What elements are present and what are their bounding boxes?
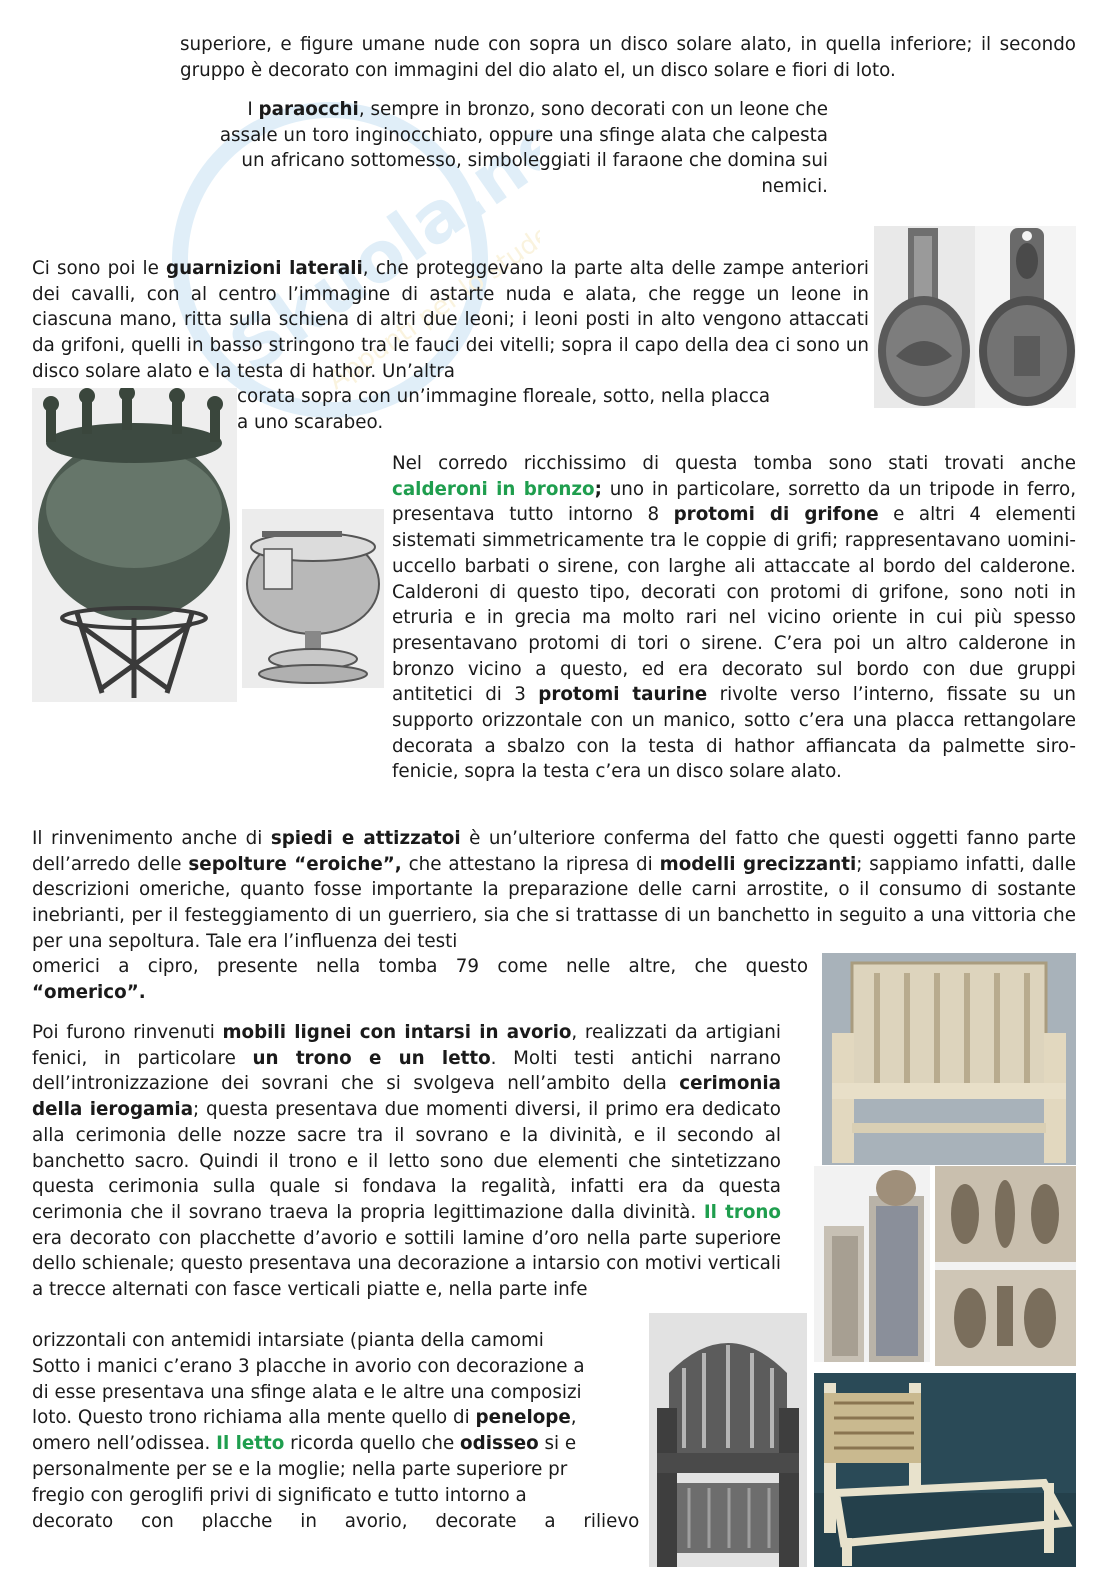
term-cerimonia-ierogamia: cerimonia della ierogamia [32, 1073, 781, 1121]
text: , [570, 1407, 577, 1428]
term-guarnizioni-laterali: guarnizioni laterali [166, 258, 363, 279]
text-line [32, 1380, 648, 1406]
text-line [32, 1328, 648, 1354]
term-spiedi-e-attizzatoi: spiedi e attizzatoi [270, 828, 461, 849]
term-odisseo: odisseo [460, 1433, 539, 1454]
text: , che proteggevano la parte alta delle zampe anteriori dei cavalli, con al centro l’immagine di astarte nuda e alata, che regge un leone in ciascuna mano, ritta sulla schiena di altri due leoni; i leoni posti in alto vengono attaccati da grifoni, quelli in basso stringono tra le fauci dei vitelli; sopra il capo della dea ci sono un disco solare alato e la testa di hathor. Un’altra [32, 258, 869, 382]
text: corata sopra con un’immagine floreale, sotto, nella placca [237, 386, 771, 407]
text: che attestano la ripresa di [401, 853, 660, 875]
term-trono-e-letto: un trono e un letto [252, 1047, 491, 1069]
text-block [32, 1020, 781, 1303]
image-dettaglio-trono [814, 1166, 930, 1362]
text-line [32, 980, 808, 1006]
term-modelli-grecizzanti: modelli grecizzanti [659, 853, 857, 875]
text: era decorato con placchette d’avorio e sottili lamine d’oro nella parte superiore dello schienale; questo presentava una decorazione a intarsio con motivi verticali a trecce alternati con fasce verticali piatte e, nella parte infe [32, 1227, 781, 1301]
text: di esse presentava una sfinge alata e le altre una composizi [32, 1382, 582, 1403]
text-block [32, 256, 869, 385]
term-protomi-taurine: protomi taurine [538, 684, 708, 706]
text-line [32, 1354, 648, 1380]
text: è un’ulteriore conferma del fatto che questi oggetti fanno parte dell’arredo delle [32, 828, 1077, 875]
image-trono-avorio [822, 953, 1076, 1165]
term-omerico: “omerico”. [32, 982, 146, 1003]
text: , sempre in bronzo, sono decorati con un leone che assale un toro inginocchiato, oppure una sfinge alata che calpesta un africano sottomesso, simboleggiati il faraone che domina sui nemici. [219, 99, 828, 198]
term-paraocchi: paraocchi [258, 99, 359, 120]
watermark-text: Skuola.net [214, 80, 540, 390]
image-placche-avorio [935, 1166, 1076, 1366]
text: a uno scarabeo. [237, 412, 384, 433]
image-letto-avorio [814, 1373, 1076, 1567]
text: , realizzati da artigiani fenici, in particolare [32, 1022, 781, 1069]
text-line [32, 954, 808, 980]
term-calderoni-in-bronzo: calderoni in bronzo [392, 478, 595, 500]
paragraph-finimenti [180, 32, 1076, 83]
text-line [32, 1405, 648, 1431]
text: uno in particolare, sorretto da un tripode in ferro, presentava tutto intorno 8 [392, 478, 1077, 526]
paragraph-calderoni [392, 451, 1076, 785]
text: Poi furono rinvenuti [32, 1022, 223, 1043]
term-sepolture-eroiche: sepolture “eroiche”, [188, 853, 402, 875]
text-line [32, 1509, 648, 1535]
text: Nel corredo ricchissimo di questa tomba sono stati trovati anche [392, 453, 1076, 474]
text: decorato con placche in avorio, decorate a rilievo [32, 1511, 640, 1532]
text: ; [594, 478, 602, 500]
text: . Molti testi antichi narrano dell’intronizzazione dei sovrani che si svolgeva nell’ambito della [32, 1047, 781, 1095]
text: orizzontali con antemidi intarsiate (pianta della camomi [32, 1330, 544, 1351]
text: ; sappiamo infatti, dalle descrizioni omeriche, quanto fosse importante la preparazione delle carni arrostite, o il consumo di sostante inebrianti, per il festeggiamento di un guerriero, sia che si trattasse di un banchetto in seguito a una vittoria che per una sepoltura. Tale era l’influenza dei testi [32, 853, 1077, 952]
text: personalmente per se e la moglie; nella parte superiore pr [32, 1459, 568, 1480]
term-penelope: penelope [475, 1407, 571, 1428]
text: omero nell’odissea. [32, 1433, 217, 1454]
text: loto. Questo trono richiama alla mente quello di [32, 1407, 476, 1428]
text: si e [538, 1433, 577, 1454]
image-trono-ligneo [649, 1313, 807, 1567]
term-il-letto: Il letto [216, 1433, 285, 1454]
text: e altri 4 elementi sistemati simmetricamente tra le coppie di grifi; rappresentavano uomini-uccello barbati o sirene, con larghe ali attaccate al bordo del calderone. Calderoni di questo tipo, decorati con protomi di grifone, sono noti in etruria e in grecia ma molto rari nel vicino oriente in cui più spesso presentavano protomi di tori o sirene. C’era poi un altro calderone in bronzo vicino a questo, ed era decorato sul bordo con due gruppi antitetici di 3 [392, 504, 1076, 706]
text-line [32, 1431, 648, 1457]
text: Sotto i manici c’erano 3 placche in avorio con decorazione a [32, 1356, 585, 1377]
text: omerici a cipro, presente nella tomba 79 come nelle altre, che questo [32, 956, 808, 977]
text: ; questa presentava due momenti diversi, il primo era dedicato alla cerimonia delle nozze sacre tra il sovrano e la divinità, e il secondo al banchetto sacro. Quindi il trono e il letto sono due elementi che sintetizzano questa cerimonia sulla quale si fondava la regalità, infatti era da questa cerimonia che il sovrano traeva la propria legittimazione dalla divinità. [32, 1099, 781, 1223]
text-block [32, 826, 1076, 955]
text: rivolte verso l’interno, fissate su un supporto orizzontale con un manico, sotto c’era una placca rettangolare decorata a sbalzo con la testa di hathor affiancata da palmette siro-fenicie, sopra la testa c’era un disco solare alato. [392, 684, 1076, 783]
text: superiore, e figure umane nude con sopra un disco solare alato, in quella inferiore; il secondo gruppo è decorato con immagini del dio alato el, un disco solare e fiori di loto. [180, 34, 1076, 81]
text: ricorda quello che [284, 1433, 461, 1454]
term-il-trono: Il trono [703, 1201, 781, 1223]
image-guarnizioni-laterali [874, 226, 1076, 408]
image-calderone-tripode [32, 388, 237, 702]
text-line [237, 384, 869, 410]
text-line [32, 1457, 648, 1483]
text: Il rinvenimento anche di [32, 828, 271, 849]
watermark-subtext: Appunti per lo studente [322, 194, 540, 396]
text: Ci sono poi le [32, 258, 167, 279]
term-protomi-di-grifone: protomi di grifone [673, 504, 879, 526]
text-line [32, 1483, 648, 1509]
image-calderone-disegno [242, 509, 384, 688]
paragraph-paraocchi [196, 97, 828, 200]
text-line [237, 410, 869, 436]
term-mobili-lignei: mobili lignei con intarsi in avorio [222, 1022, 572, 1043]
text: fregio con geroglifi privi di significato e tutto intorno a [32, 1485, 527, 1506]
text: I [247, 99, 259, 120]
